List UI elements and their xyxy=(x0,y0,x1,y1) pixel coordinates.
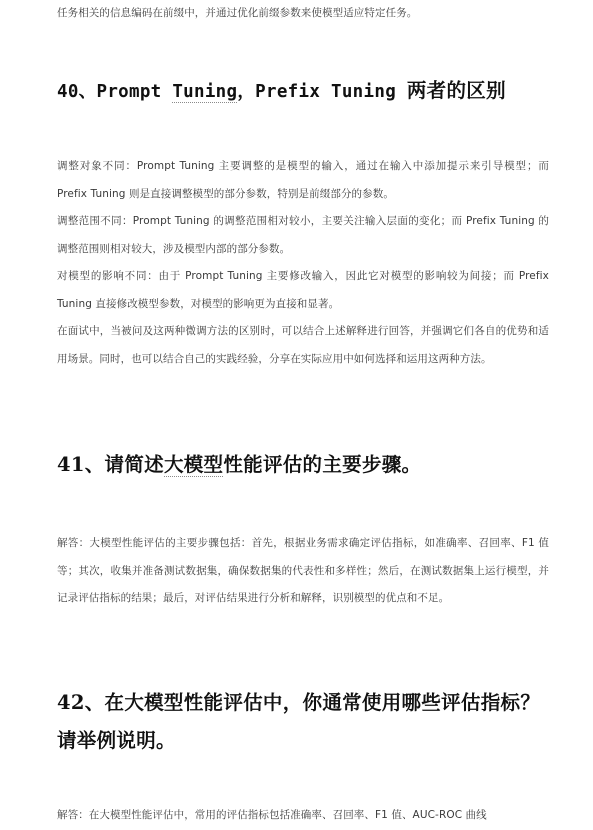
q40-body xyxy=(0,153,593,373)
heading-q41-tail: 性能评估的主要步骤。 xyxy=(223,453,422,476)
heading-q40 xyxy=(0,72,593,111)
q40-paragraph-4: 在面试中，当被问及这两种微调方法的区别时，可以结合上述解释进行回答，并强调它们各自的优势和适用场景。同时，也可以结合自己的实践经验，分享在实际应用中如何选择和运用这两种方法。 xyxy=(57,325,549,365)
heading-q40-number: 40、 xyxy=(57,82,97,102)
q40-paragraph-1: 调整对象不同：Prompt Tuning 主要调整的是模型的输入，通过在输入中添加提示来引导模型；而 Prefix Tuning 则是直接调整模型的部分参数，特别是前缀部分的参数。 xyxy=(57,160,549,200)
q40-paragraph-3: 对模型的影响不同：由于 Prompt Tuning 主要修改输入，因此它对模型的影响较为间接；而 Prefix Tuning 直接修改模型参数，对模型的影响更为直接和显著。 xyxy=(57,270,549,310)
heading-q41-link[interactable]: 大模型 xyxy=(163,453,224,476)
heading-q40-tuning-link[interactable]: Tuning xyxy=(172,82,238,102)
q42-answer-start: 解答：在大模型性能评估中，常用的评估指标包括准确率、召回率、F1 值、AUC-ROC 曲线 xyxy=(57,809,487,821)
heading-q40-prompt: Prompt xyxy=(96,82,173,102)
heading-q40-tail: 两者的区别 xyxy=(406,79,506,102)
intro-paragraph: 任务相关的信息编码在前缀中，并通过优化前缀参数来使模型适应特定任务。 xyxy=(57,7,418,19)
heading-q41-lead: 41、请简述 xyxy=(57,453,164,476)
q41-answer: 解答：大模型性能评估的主要步骤包括：首先，根据业务需求确定评估指标，如准确率、召回率、F1 值等；其次，收集并准备测试数据集，确保数据集的代表性和多样性；然后，在测试数据集上运行模型，并记录评估指标的结果；最后，对评估结果进行分析和解释，识别模型的优点和不足。 xyxy=(57,537,549,604)
q40-paragraph-2: 调整范围不同：Prompt Tuning 的调整范围相对较小，主要关注输入层面的变化；而 Prefix Tuning 的调整范围则相对较大，涉及模型内部的部分参数。 xyxy=(57,215,549,255)
heading-q42: 42、在大模型性能评估中，你通常使用哪些评估指标？请举例说明。 xyxy=(57,691,541,752)
heading-q40-prefix-tuning: ，Prefix Tuning xyxy=(237,82,407,102)
heading-q41 xyxy=(0,446,593,484)
